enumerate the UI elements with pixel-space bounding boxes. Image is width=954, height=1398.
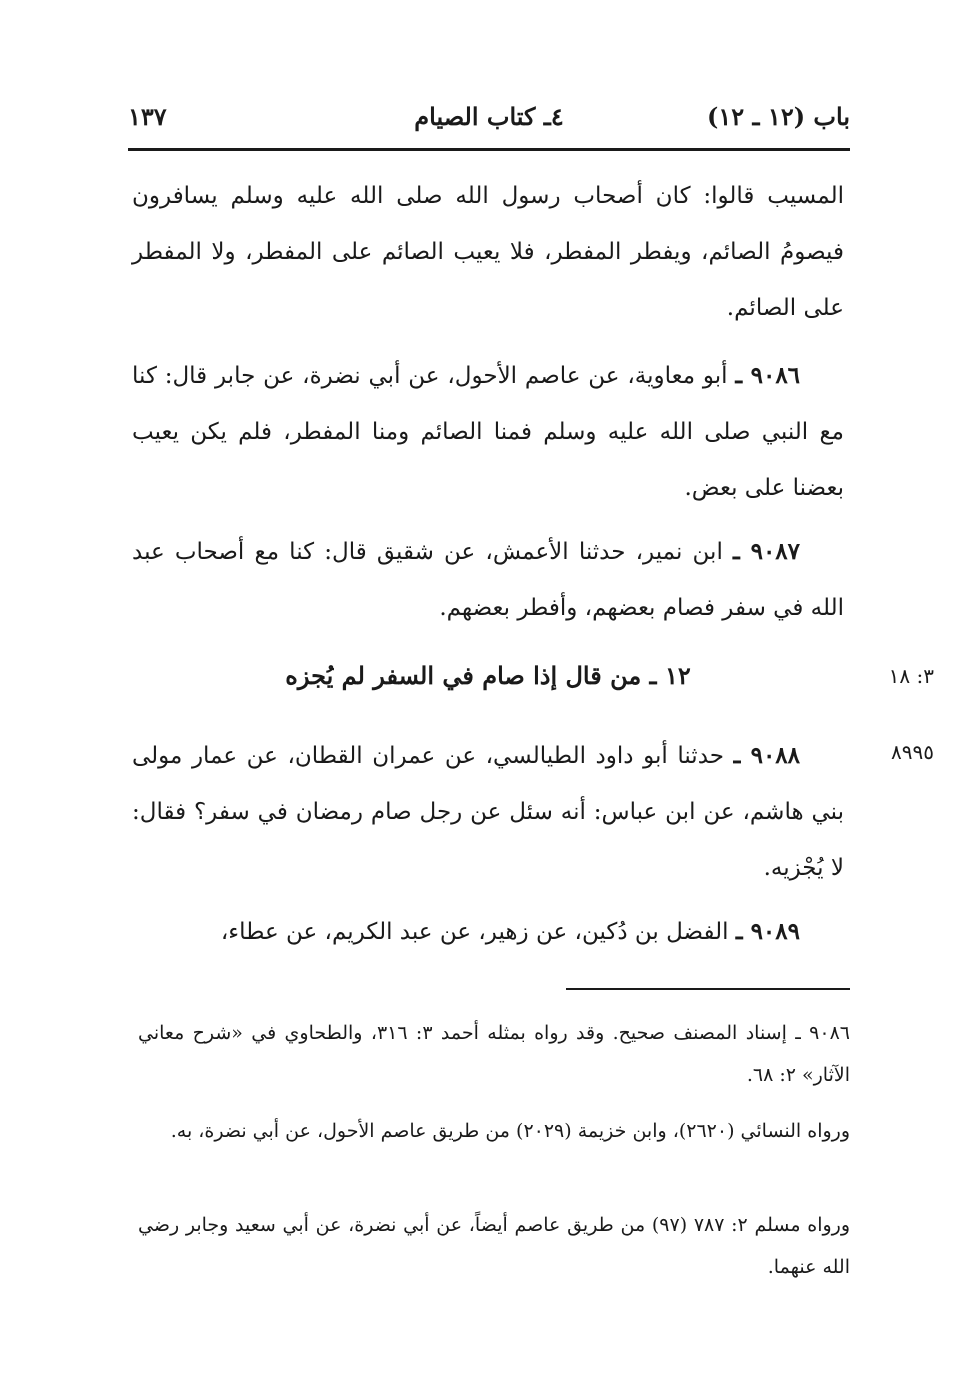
hadith-9089 — [132, 904, 844, 960]
hadith-text: الفضل بن دُكين، عن زهير، عن عبد الكريم، عن عطاء، — [220, 919, 729, 945]
hadith-number: ٩٠٨٦ ـ — [735, 362, 801, 389]
hadith-text: ابن نمير، حدثنا الأعمش، عن شقيق قال: كنا مع أصحاب عبد الله في سفر فصام بعضهم، وأفطر بعضهم. — [132, 539, 844, 621]
footnote-separator — [566, 988, 850, 990]
hadith-text: أبو معاوية، عن عاصم الأحول، عن أبي نضرة، عن جابر قال: كنا مع النبي صلى الله عليه وسلم فمنا الصائم ومنا المفطر، فلم يكن يعيب بعضنا على بعض. — [132, 363, 844, 501]
book-title: ٤ـ كتاب الصيام — [414, 102, 564, 131]
intro-paragraph — [132, 168, 844, 336]
footnote-3: ورواه مسلم ٢: ٧٨٧ (٩٧) من طريق عاصم أيضاً، عن أبي نضرة، عن أبي سعيد وجابر رضي الله عنهما. — [138, 1214, 850, 1278]
section-heading: ١٢ ـ من قال إذا صام في السفر لم يُجزه — [285, 661, 691, 690]
hadith-9086 — [132, 348, 844, 516]
footnote-1: ٩٠٨٦ ـ إسناد المصنف صحيح. وقد رواه بمثله أحمد ٣: ٣١٦، والطحاوي في «شرح معاني الآثار» ٢: ٦٨. — [138, 1022, 850, 1086]
hadith-number: ٩٠٨٩ ـ — [735, 918, 800, 945]
margin-reference: ٨٩٩٥ — [891, 740, 934, 764]
margin-reference: ٣: ١٨ — [888, 664, 934, 688]
intro-text: المسيب قالوا: كان أصحاب رسول الله صلى الله عليه وسلم يسافرون فيصومُ الصائم، ويفطر المفطر، فلا يعيب الصائم على المفطر، ولا المفطر على الصائم. — [132, 183, 844, 321]
footnote-2: ورواه النسائي (٢٦٢٠)، وابن خزيمة (٢٠٢٩) من طريق عاصم الأحول، عن أبي نضرة، به. — [170, 1120, 850, 1142]
chapter-heading: باب (١٢ ـ ١٢) — [707, 102, 850, 131]
hadith-9088 — [132, 728, 844, 896]
hadith-text: حدثنا أبو داود الطيالسي، عن عمران القطان، عن عمار مولى بني هاشم، عن ابن عباس: أنه سئل عن رجل صام رمضان في سفر؟ فقال: لا يُجْزيه. — [132, 743, 844, 881]
hadith-number: ٩٠٨٨ ـ — [733, 742, 801, 769]
hadith-number: ٩٠٨٧ ـ — [733, 538, 801, 565]
running-header — [128, 98, 850, 144]
hadith-9087 — [132, 524, 844, 636]
header-rule — [128, 148, 850, 151]
page-number: ١٣٧ — [128, 102, 167, 131]
